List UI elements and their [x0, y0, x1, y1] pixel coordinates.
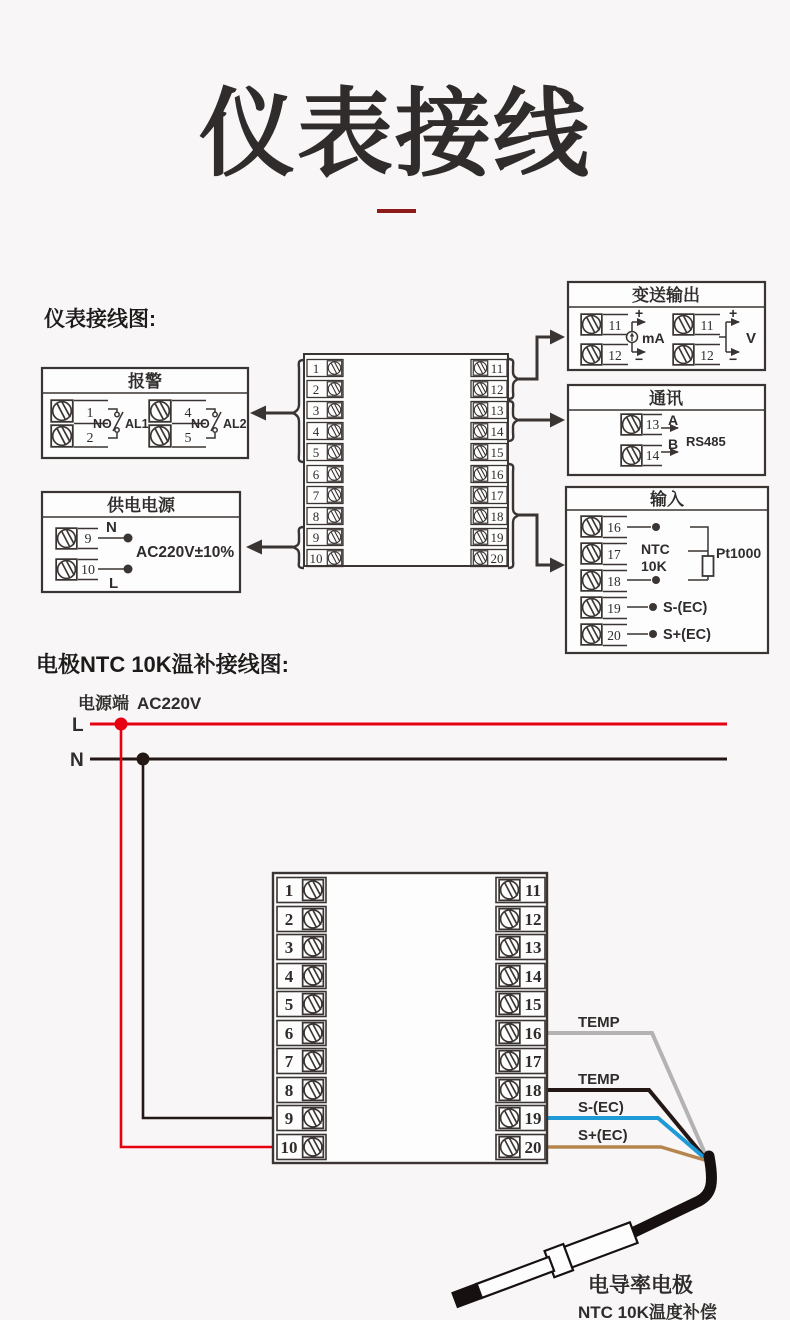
screw-terminal-icon [303, 1080, 324, 1101]
terminal-number: 16 [607, 520, 621, 535]
screw-terminal-icon [581, 624, 602, 645]
screw-terminal-icon [473, 424, 487, 438]
comm-box-title: 通讯 [649, 389, 683, 408]
bottom-wiring-diagram [70, 693, 727, 1320]
screw-terminal-icon [303, 909, 324, 930]
junction-dot [124, 565, 133, 574]
terminal-number: 9 [84, 532, 92, 547]
bracket-terminals-9-10 [293, 527, 304, 568]
neutral-drop-wire [143, 759, 277, 1118]
screw-terminal-icon [303, 1108, 324, 1129]
screw-terminal-icon [581, 597, 602, 618]
screw-terminal-icon [56, 528, 77, 549]
terminal-number: 17 [607, 547, 621, 562]
terminal-number: 15 [490, 445, 504, 460]
power-supply-box [42, 492, 240, 592]
bottom-terminal-block [273, 873, 547, 1163]
ec-minus-label: S-(EC) [578, 1099, 624, 1116]
top-terminal-block [246, 330, 565, 573]
s-plus-ec-label: S+(EC) [663, 627, 711, 643]
junction-dot [652, 523, 660, 531]
terminal-number: 6 [312, 467, 320, 482]
terminal-number: 15 [524, 995, 542, 1014]
probe-tip [451, 1283, 483, 1309]
terminal-number: 9 [312, 530, 320, 545]
terminal-number: 18 [607, 574, 621, 589]
terminal-number: 1 [312, 361, 320, 376]
live-line-label: L [72, 715, 84, 736]
screw-terminal-icon [499, 1080, 520, 1101]
terminal-number: 12 [524, 910, 542, 929]
rs485-label: RS485 [686, 434, 726, 449]
terminal-number: 8 [312, 509, 320, 524]
terminal-number: 20 [490, 551, 504, 566]
screw-terminal-icon [473, 488, 487, 502]
terminal-number: 5 [312, 445, 320, 460]
screw-terminal-icon [673, 314, 694, 335]
arrow-to-alarm [250, 406, 266, 421]
screw-terminal-icon [327, 467, 341, 481]
terminal-number: 1 [284, 881, 294, 900]
terminal-number: 12 [608, 348, 622, 363]
terminal-number: 11 [490, 361, 504, 376]
arrow-to-comm [550, 413, 565, 428]
screw-terminal-icon [327, 424, 341, 438]
terminal-number: 5 [284, 995, 294, 1014]
neutral-line-label: N [70, 750, 84, 771]
rs485-b-label: B [668, 436, 679, 452]
top-diagram-heading: 仪表接线图: [44, 308, 156, 331]
live-drop-wire [121, 724, 277, 1147]
screw-terminal-icon [149, 400, 171, 422]
bracket-terminals-13-14 [508, 401, 519, 441]
temp-gray-label: TEMP [578, 1014, 620, 1031]
terminal-number: 10 [309, 551, 323, 566]
bottom-diagram-heading: 电极NTC 10K温补接线图: [36, 652, 290, 677]
screw-terminal-icon [149, 425, 171, 447]
input-box-title: 输入 [650, 490, 684, 509]
screw-terminal-icon [51, 425, 73, 447]
ec-plus-wire [547, 1147, 708, 1161]
bracket-terminals-1-5 [293, 360, 304, 462]
screw-terminal-icon [303, 1051, 324, 1072]
alarm-box [42, 368, 248, 458]
pt1000-label: Pt1000 [716, 545, 762, 561]
terminal-number: 19 [607, 601, 621, 616]
terminal-number: 4 [184, 406, 192, 421]
terminal-number: 6 [284, 1024, 294, 1043]
screw-terminal-icon [473, 509, 487, 523]
screw-terminal-icon [499, 937, 520, 958]
screw-terminal-icon [327, 361, 341, 375]
arrow-to-power [246, 540, 262, 555]
ntc-label-line1: NTC [641, 541, 670, 557]
screw-terminal-icon [56, 559, 77, 580]
screw-terminal-icon [499, 966, 520, 987]
terminal-number: 11 [524, 881, 542, 900]
terminal-number: 16 [490, 467, 504, 482]
terminal-number: 12 [700, 348, 714, 363]
screw-terminal-icon [499, 1023, 520, 1044]
terminal-number: 5 [184, 431, 192, 446]
screw-terminal-icon [473, 467, 487, 481]
screw-terminal-icon [499, 909, 520, 930]
terminal-number: 4 [284, 967, 294, 986]
screw-terminal-icon [327, 551, 341, 565]
terminal-number: 10 [280, 1138, 298, 1157]
terminal-number: 18 [524, 1081, 542, 1100]
plus-sign: + [635, 305, 644, 321]
neutral-label: N [106, 519, 117, 536]
screw-terminal-icon [303, 966, 324, 987]
ma-output-label: mA [642, 330, 665, 346]
relay-al1-label: AL1 [125, 417, 149, 431]
terminal-number: 10 [81, 563, 95, 578]
screw-terminal-icon [581, 516, 602, 537]
v-output-label: V [746, 330, 757, 347]
junction-dot [649, 603, 657, 611]
screw-terminal-icon [327, 382, 341, 396]
s-minus-ec-label: S-(EC) [663, 600, 708, 616]
screw-terminal-icon [581, 344, 602, 365]
terminal-number: 7 [312, 488, 320, 503]
electrode-compensation-label: NTC 10K温度补偿 [578, 1303, 717, 1320]
power-end-label: 电源端 [78, 694, 129, 713]
screw-terminal-icon [473, 382, 487, 396]
terminal-number: 13 [645, 417, 660, 432]
electrode-cable [630, 1156, 712, 1234]
rs485-a-label: A [668, 412, 679, 428]
terminal-number: 16 [524, 1024, 542, 1043]
terminal-number: 19 [524, 1109, 542, 1128]
junction-dot [652, 576, 660, 584]
terminal-number: 11 [700, 318, 714, 333]
terminal-number: 2 [86, 431, 94, 446]
screw-terminal-icon [327, 530, 341, 544]
alarm-box-title: 报警 [128, 372, 162, 391]
input-box [566, 487, 768, 653]
screw-terminal-icon [327, 509, 341, 523]
terminal-number: 2 [312, 382, 320, 397]
arrow-to-output [550, 330, 565, 345]
screw-terminal-icon [581, 570, 602, 591]
screw-terminal-icon [303, 1023, 324, 1044]
minus-sign: − [635, 351, 644, 367]
screw-terminal-icon [473, 403, 487, 417]
output-box-title: 变送输出 [632, 286, 700, 305]
screw-terminal-icon [303, 880, 324, 901]
screw-terminal-icon [621, 414, 642, 435]
terminal-number: 14 [645, 448, 660, 463]
screw-terminal-icon [499, 994, 520, 1015]
terminal-number: 3 [284, 938, 294, 957]
screw-terminal-icon [499, 880, 520, 901]
screw-terminal-icon [473, 361, 487, 375]
probe-shaft [476, 1257, 554, 1298]
terminal-number: 14 [524, 967, 542, 986]
ntc-label-line2: 10K [641, 558, 667, 574]
screw-terminal-icon [673, 344, 694, 365]
electrode-name-label: 电导率电极 [588, 1274, 693, 1297]
terminal-number: 1 [86, 406, 94, 421]
junction-dot [124, 534, 133, 543]
terminal-number: 19 [490, 530, 504, 545]
screw-terminal-icon [327, 488, 341, 502]
terminal-number: 8 [284, 1081, 294, 1100]
communication-box [568, 385, 765, 475]
screw-terminal-icon [327, 445, 341, 459]
screw-terminal-icon [499, 1108, 520, 1129]
bracket-terminals-11-12 [508, 359, 519, 399]
terminal-number: 7 [284, 1052, 294, 1071]
temp-black-label: TEMP [578, 1071, 620, 1088]
terminal-number: 13 [524, 938, 542, 957]
relay-no-label: NO [191, 417, 210, 431]
page-title: 仪表接线 [199, 81, 591, 188]
terminal-number: 20 [607, 628, 621, 643]
screw-terminal-icon [473, 445, 487, 459]
screw-terminal-icon [499, 1137, 520, 1158]
terminal-number: 2 [284, 910, 294, 929]
terminal-number: 4 [312, 424, 320, 439]
screw-terminal-icon [51, 400, 73, 422]
terminal-number: 17 [490, 488, 504, 503]
arrow-to-input [550, 558, 565, 573]
terminal-number: 11 [608, 318, 622, 333]
relay-al2-label: AL2 [223, 417, 247, 431]
terminal-number: 14 [490, 424, 504, 439]
screw-terminal-icon [303, 994, 324, 1015]
ec-plus-label: S+(EC) [578, 1127, 628, 1144]
power-box-title: 供电电源 [107, 496, 175, 515]
screw-terminal-icon [621, 445, 642, 466]
terminal-number: 20 [524, 1138, 542, 1157]
screw-terminal-icon [473, 530, 487, 544]
terminal-number: 12 [490, 382, 504, 397]
terminal-number: 13 [490, 403, 504, 418]
plus-sign: + [729, 305, 738, 321]
transmitter-output-box [568, 282, 765, 370]
terminal-number: 3 [312, 403, 320, 418]
terminal-number: 17 [524, 1052, 542, 1071]
relay-no-label: NO [93, 417, 112, 431]
top-wiring-diagram [42, 282, 768, 653]
screw-terminal-icon [581, 543, 602, 564]
screw-terminal-icon [327, 403, 341, 417]
screw-terminal-icon [473, 551, 487, 565]
supply-voltage-label: AC220V±10% [136, 544, 235, 561]
electrode-probe [449, 1219, 639, 1312]
screw-terminal-icon [303, 1137, 324, 1158]
terminal-number: 9 [284, 1109, 294, 1128]
screw-terminal-icon [499, 1051, 520, 1072]
junction-dot [649, 630, 657, 638]
bracket-terminals-16-20 [508, 464, 519, 568]
minus-sign: − [729, 351, 738, 367]
screw-terminal-icon [303, 937, 324, 958]
live-label: L [109, 575, 119, 592]
terminal-number: 18 [490, 509, 504, 524]
screw-terminal-icon [581, 314, 602, 335]
ac220v-label: AC220V [137, 694, 202, 713]
